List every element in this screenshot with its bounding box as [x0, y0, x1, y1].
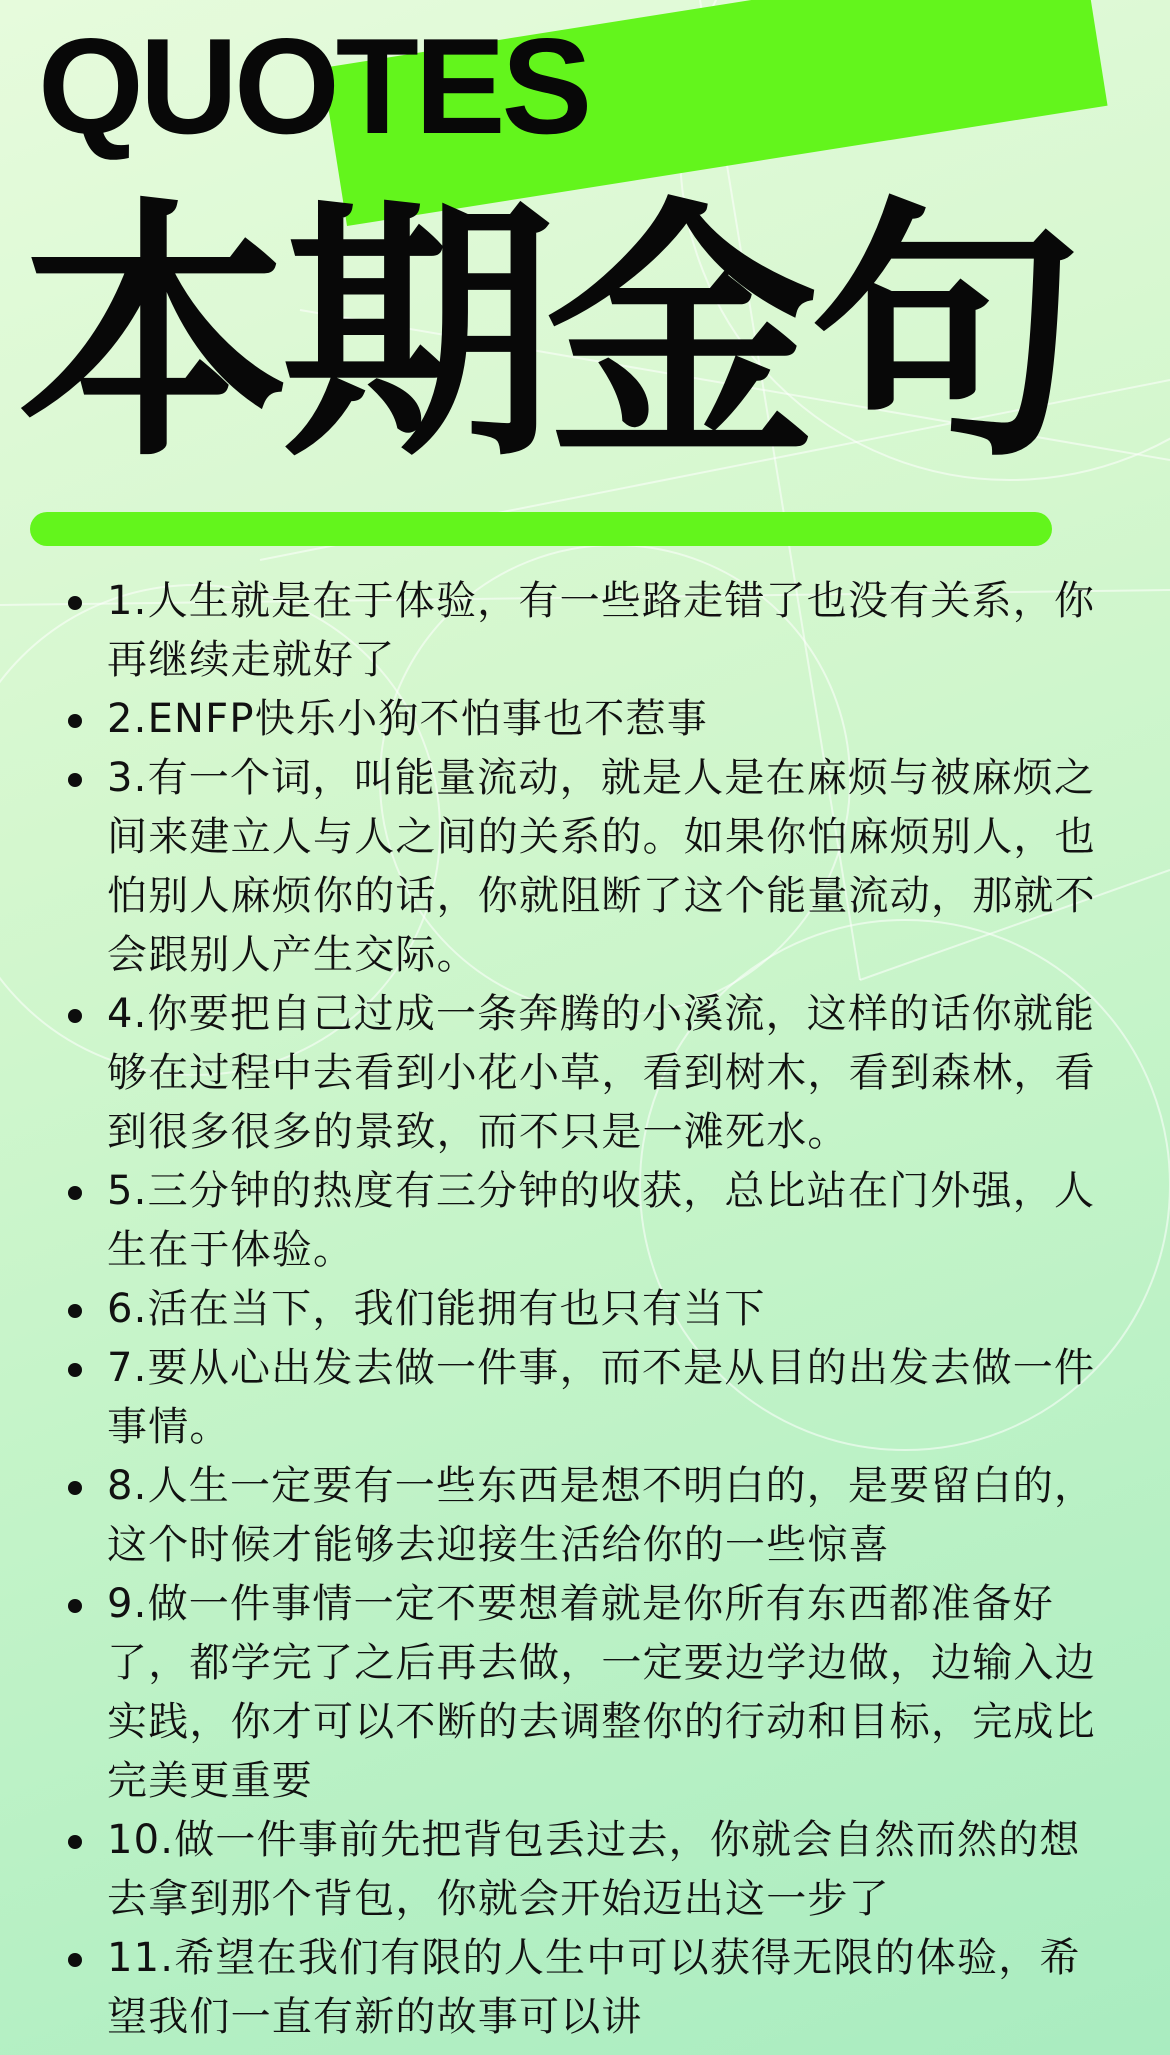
bullet-icon: [68, 1363, 82, 1377]
quote-item: [62, 572, 1102, 690]
quotes-list: [62, 572, 1102, 2047]
bullet-icon: [68, 1304, 82, 1318]
quote-text: 1.人生就是在于体验，有一些路走错了也没有关系，你再继续走就好了: [107, 578, 1096, 683]
bullet-icon: [68, 1599, 82, 1613]
bullet-icon: [68, 596, 82, 610]
quote-text: 10.做一件事前先把背包丢过去，你就会自然而然的想去拿到那个背包，你就会开始迈出这一步了: [107, 1817, 1081, 1922]
quote-text: 8.人生一定要有一些东西是想不明白的，是要留白的，这个时候才能够去迎接生活给你的一些惊喜: [107, 1463, 1096, 1568]
bullet-icon: [68, 1009, 82, 1023]
quotes-label: QUOTES: [38, 10, 589, 162]
quote-text: 2.ENFP快乐小狗不怕事也不惹事: [107, 696, 708, 742]
bullet-icon: [68, 1186, 82, 1200]
quote-text: 5.三分钟的热度有三分钟的收获，总比站在门外强，人生在于体验。: [107, 1168, 1096, 1273]
quote-text: 3.有一个词，叫能量流动，就是人是在麻烦与被麻烦之间来建立人与人之间的关系的。如果你怕麻烦别人，也怕别人麻烦你的话，你就阻断了这个能量流动，那就不会跟别人产生交际。: [107, 755, 1096, 978]
quote-item: [62, 985, 1102, 1162]
quote-item: [62, 1280, 1102, 1339]
quote-item: [62, 1575, 1102, 1811]
quote-item: [62, 1162, 1102, 1280]
quote-item: [62, 1339, 1102, 1457]
quote-text: 7.要从心出发去做一件事，而不是从目的出发去做一件事情。: [107, 1345, 1096, 1450]
quote-item: [62, 1811, 1102, 1929]
quote-item: [62, 690, 1102, 749]
bullet-icon: [68, 1835, 82, 1849]
page-title: 本期金句: [18, 178, 1074, 494]
bullet-icon: [68, 1953, 82, 1967]
quote-item: [62, 1457, 1102, 1575]
quote-item: [62, 749, 1102, 985]
quote-text: 11.希望在我们有限的人生中可以获得无限的体验，希望我们一直有新的故事可以讲: [107, 1935, 1081, 2040]
bullet-icon: [68, 714, 82, 728]
divider-bar: [30, 512, 1052, 546]
quote-item: [62, 1929, 1102, 2047]
bullet-icon: [68, 1481, 82, 1495]
quote-text: 4.你要把自己过成一条奔腾的小溪流，这样的话你就能够在过程中去看到小花小草，看到树木，看到森林，看到很多很多的景致，而不只是一滩死水。: [107, 991, 1096, 1155]
quote-text: 6.活在当下，我们能拥有也只有当下: [107, 1286, 766, 1332]
bullet-icon: [68, 773, 82, 787]
quote-text: 9.做一件事情一定不要想着就是你所有东西都准备好了，都学完了之后再去做，一定要边学边做，边输入边实践，你才可以不断的去调整你的行动和目标，完成比完美更重要: [107, 1581, 1096, 1804]
